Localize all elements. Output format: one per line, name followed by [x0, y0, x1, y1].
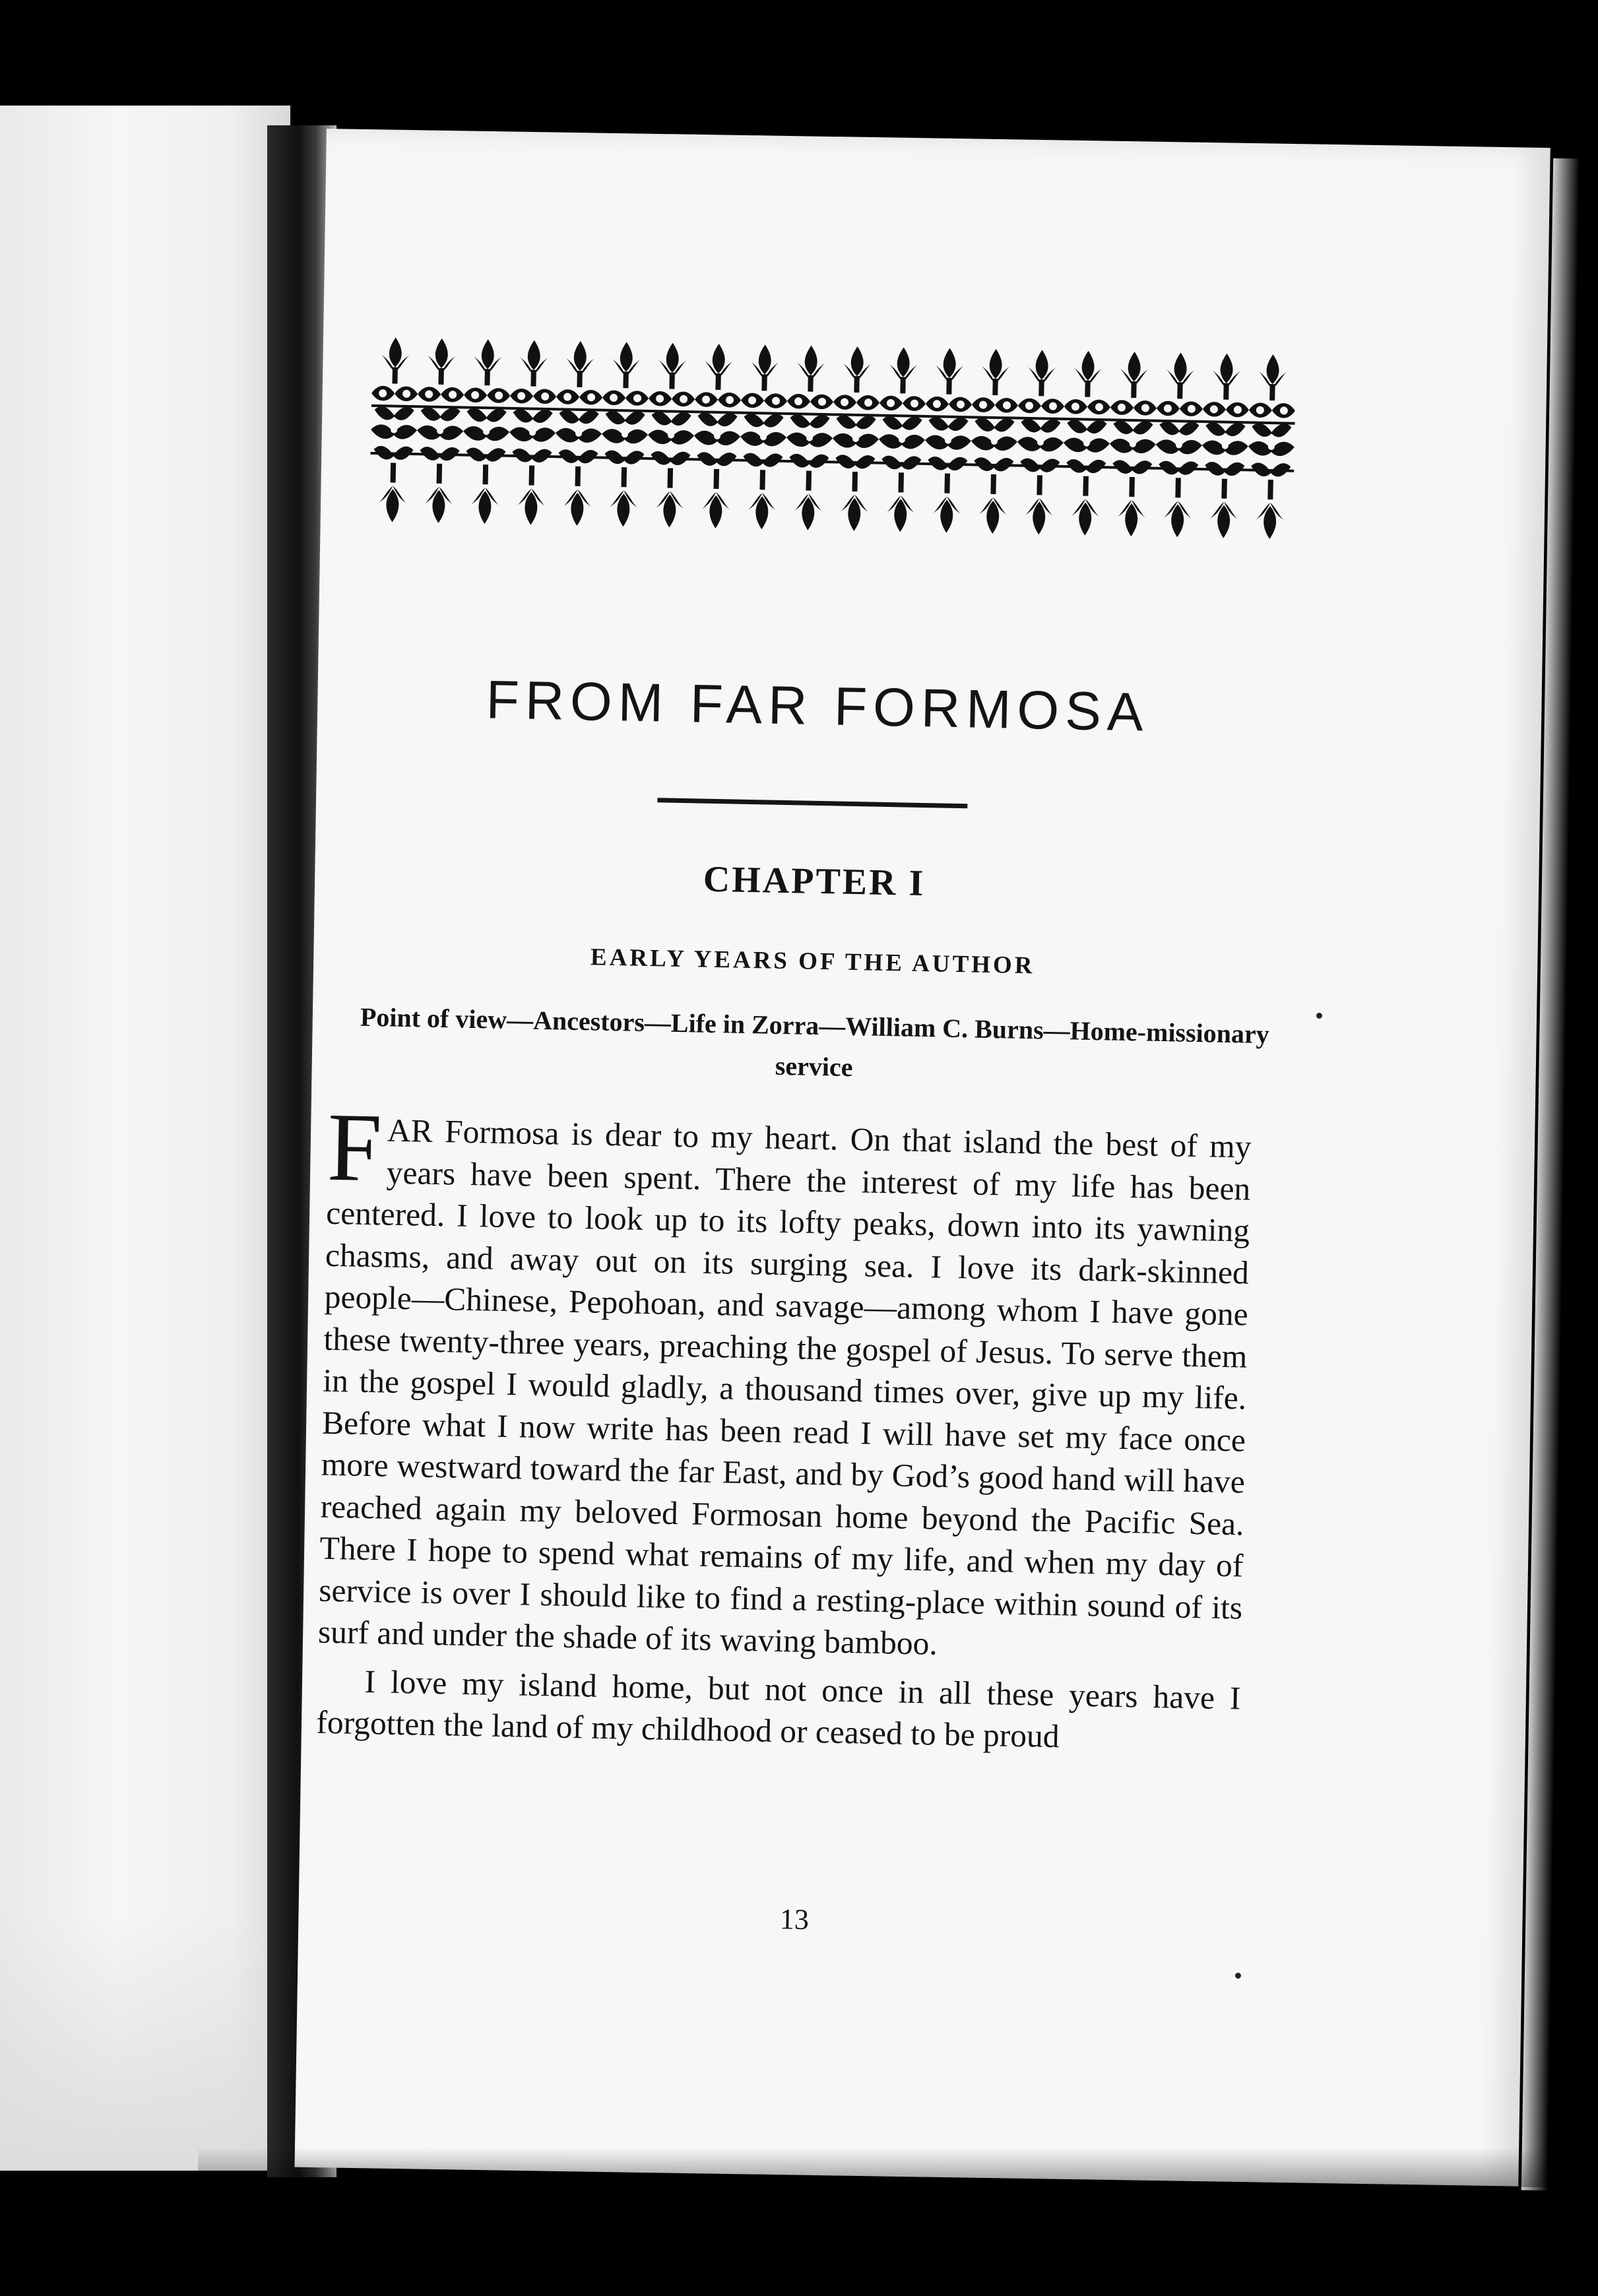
- scan-border: [0, 0, 1598, 106]
- chapter-title: EARLY YEARS OF THE AUTHOR: [590, 943, 1035, 980]
- chapter-summary: Point of view—Ancestors—Life in Zorra—William C. Burns—Home-missionary service: [360, 1002, 1270, 1083]
- left-page-edge: [0, 1913, 290, 2171]
- paragraph-1-text: AR Formosa is dear to my heart. On that island the best of my years have been spent. There the interest of my life has been centered. I love to look up to its lofty peaks, down into its yawning chasms, and away out on its surging sea. I love its dark-skinned people—Chinese, Pepohoan, and savage—among whom I have gone these twenty-three years, preaching the gospel of Jesus. To serve them in the gospel I would gladly, a thousand times over, give up my life. Before what I now write has been read I will have set my face once more westward toward the far East, and by God’s good hand will have reached again my beloved Formosan home beyond the Pacific Sea. There I hope to spend what remains of my life, and when my day of service is over I should like to find a resting-place within sound of its surf and under the shade of its waving bamboo.: [317, 1112, 1252, 1662]
- left-page: [0, 106, 290, 2171]
- paragraph-2: I love my island home, but not once in all these years have I forgotten the land of my childhood or ceased to be proud: [315, 1663, 1241, 1755]
- scan-speck: [1316, 1013, 1322, 1019]
- book-title: FROM FAR FORMOSA: [485, 670, 1150, 743]
- bottom-shadow: [198, 2148, 1550, 2187]
- paragraph-1: [317, 1093, 1252, 1671]
- chapter-heading: CHAPTER I: [703, 858, 926, 905]
- scan-speck: [1235, 1973, 1241, 1979]
- page-number: 13: [779, 1903, 810, 1936]
- ornamental-header-band: [369, 331, 1302, 546]
- drop-cap: F: [326, 1093, 383, 1203]
- body-text: [315, 1093, 1252, 1761]
